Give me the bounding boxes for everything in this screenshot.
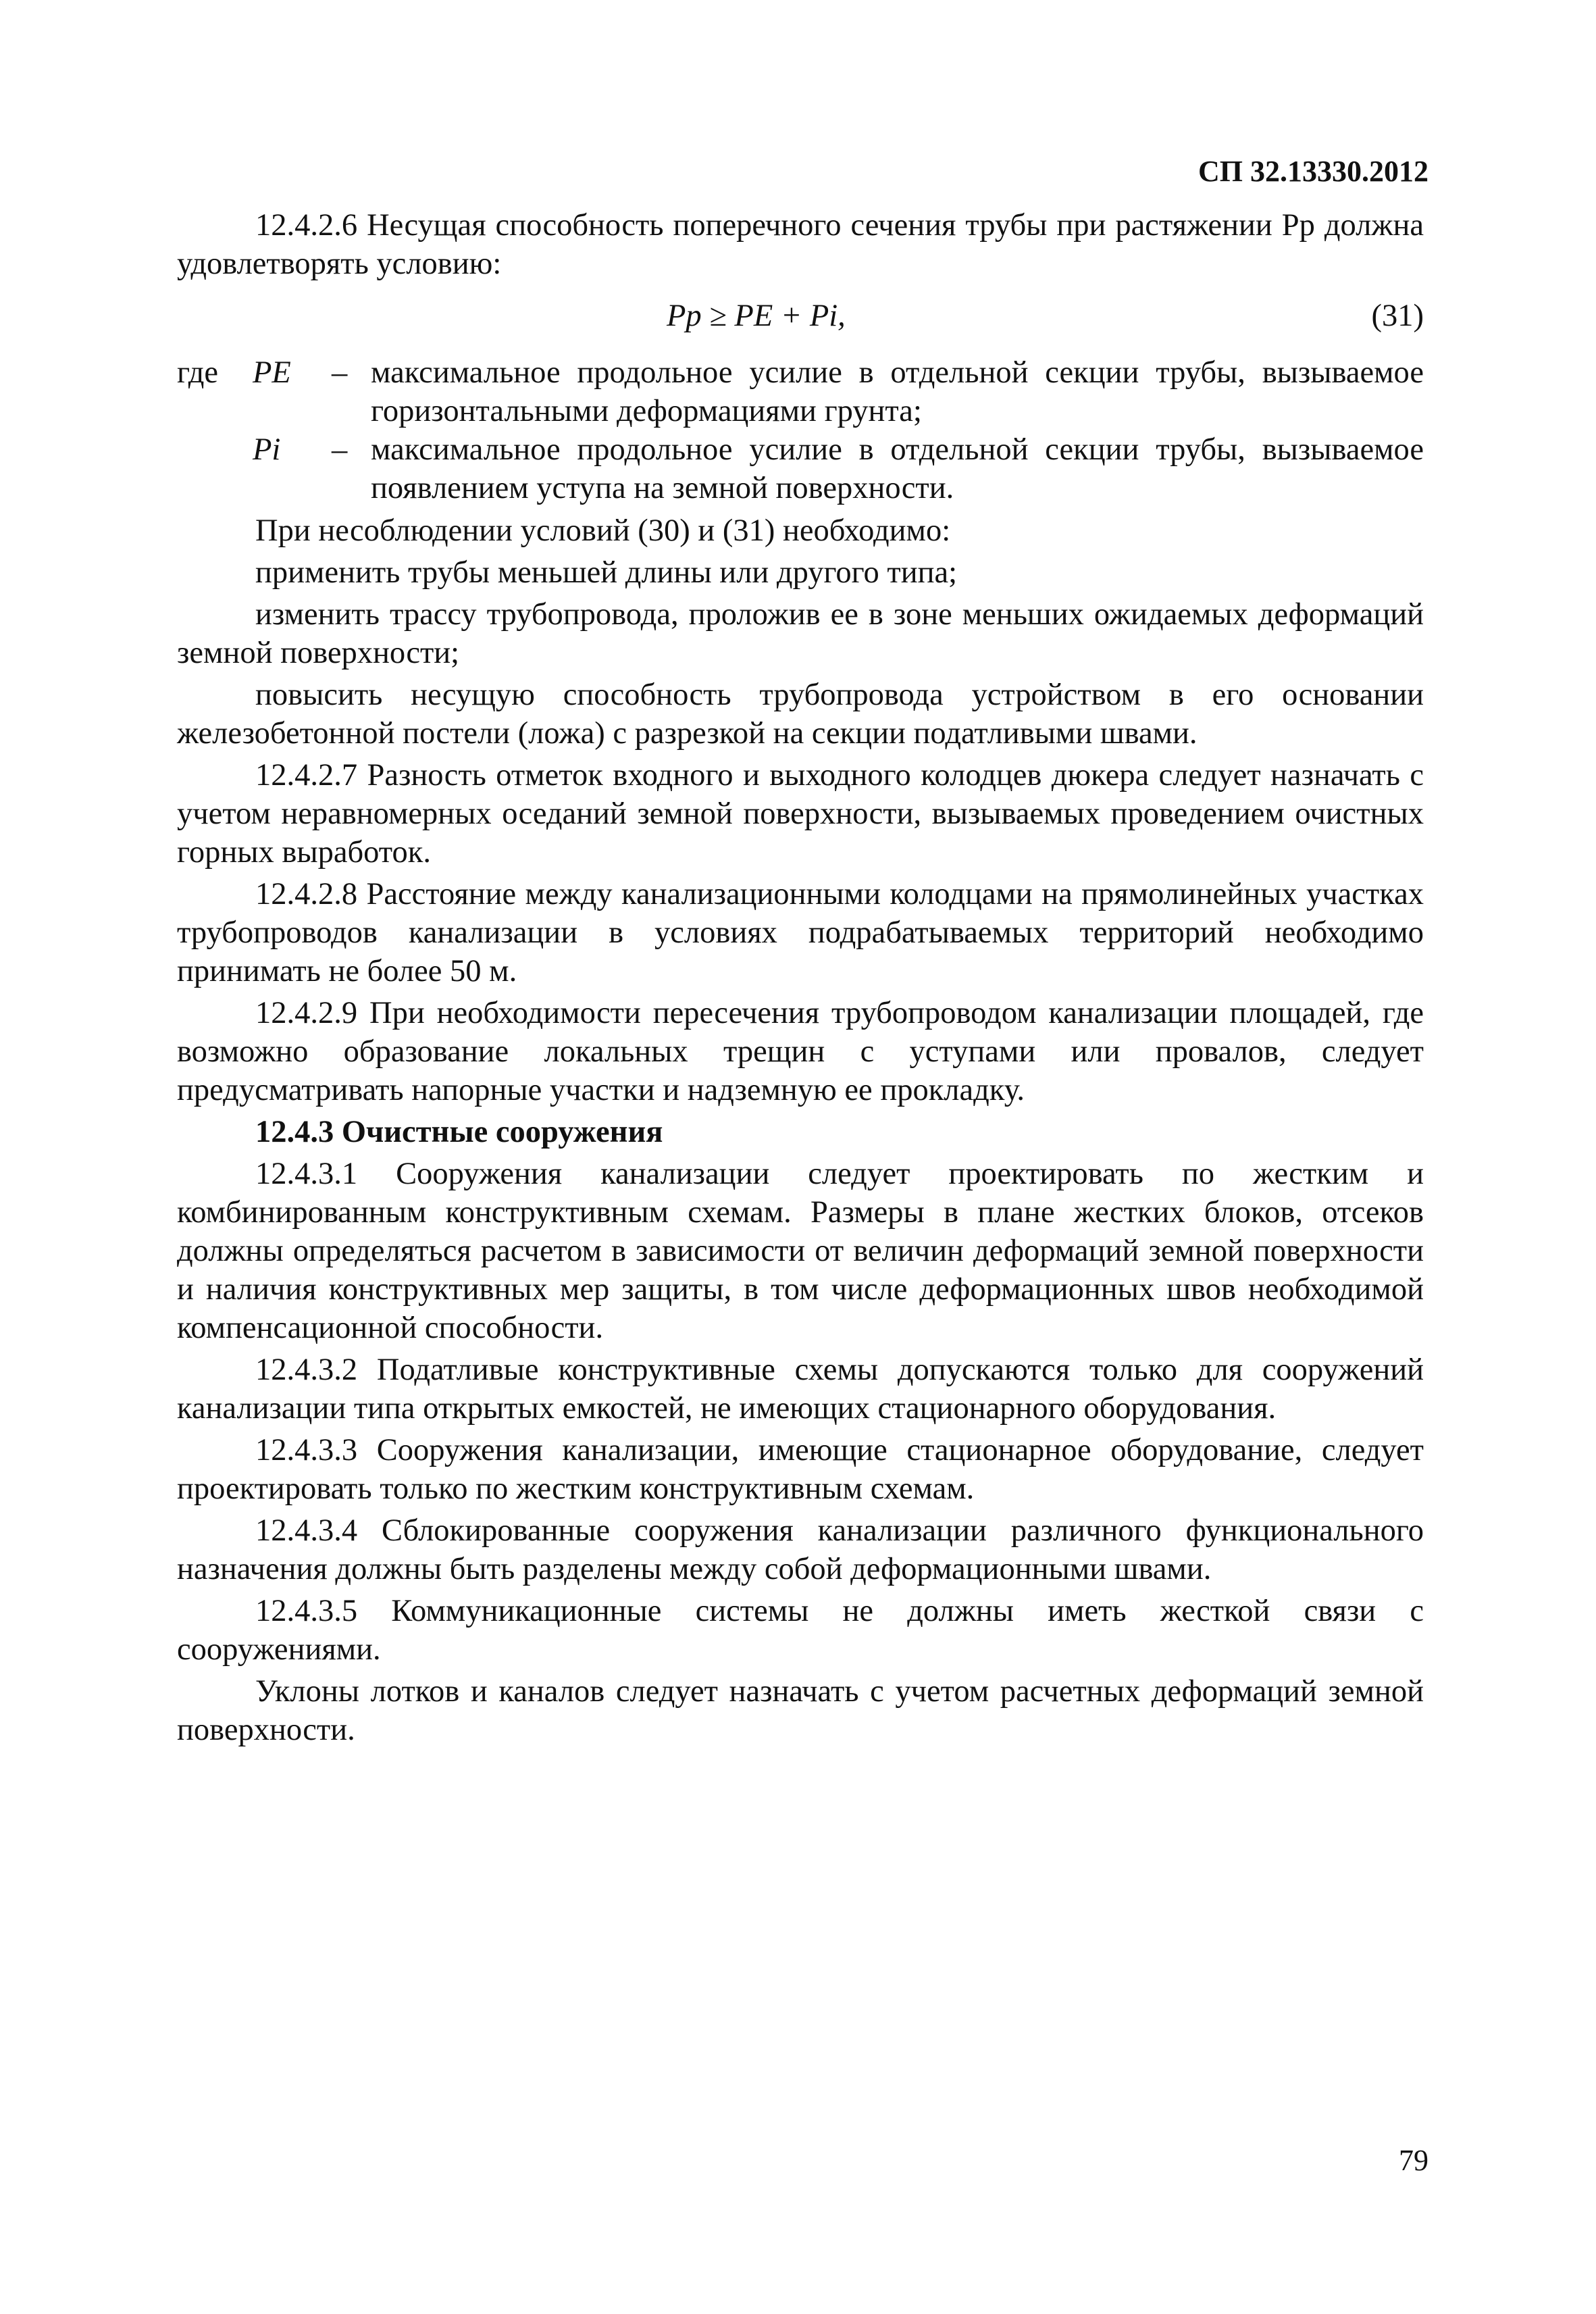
definition-dash: – bbox=[332, 432, 348, 467]
definition-symbol: PE bbox=[253, 355, 291, 390]
definition-dash: – bbox=[332, 355, 348, 390]
formula-31 bbox=[177, 287, 1424, 344]
paragraph-12-4-3-1: 12.4.3.1 Сооружения канализации следует проектировать по жестким и комбинированным конструктивным схемам. Размеры в плане жестких блоков, отсеков должны определяться расчетом в зависимости от величин деформаций земной поверхности и наличия конструктивных мер защиты, в том числе деформационных швов необходимой компенсационной способности. bbox=[177, 1157, 1424, 1345]
definitions-lead: где bbox=[177, 355, 219, 390]
paragraph-12-4-2-9: 12.4.2.9 При необходимости пересечения трубопроводом канализации площадей, где возможно образование локальных трещин с уступами или провалов, следует предусматривать напорные участки и надземную ее прокладку. bbox=[177, 996, 1424, 1107]
definition-text: максимальное продольное усилие в отдельной секции трубы, вызываемое появлением уступа на земной поверхности. bbox=[371, 432, 1424, 505]
paragraph-12-4-2-6: 12.4.2.6 Несущая способность поперечного сечения трубы при растяжении Pp должна удовлетворять условию: bbox=[177, 208, 1424, 281]
definition-symbol: Pi bbox=[253, 432, 281, 467]
standard-code-header: СП 32.13330.2012 bbox=[1198, 155, 1428, 188]
paragraph-12-4-3-4: 12.4.3.4 Сблокированные сооружения канализации различного функционального назначения должны быть разделены между собой деформационными швами. bbox=[177, 1513, 1424, 1586]
paragraph: Уклоны лотков и каналов следует назначать с учетом расчетных деформаций земной поверхности. bbox=[177, 1674, 1424, 1747]
definition-text: максимальное продольное усилие в отдельной секции трубы, вызываемое горизонтальными деформациями грунта; bbox=[371, 355, 1424, 428]
paragraph-12-4-3-3: 12.4.3.3 Сооружения канализации, имеющие стационарное оборудование, следует проектировать только по жестким конструктивным схемам. bbox=[177, 1433, 1424, 1506]
definitions-list bbox=[177, 353, 1424, 507]
document-body bbox=[177, 206, 1424, 1753]
paragraph: применить трубы меньшей длины или другого типа; bbox=[255, 555, 958, 590]
section-heading: 12.4.3 Очистные сооружения bbox=[255, 1115, 663, 1149]
formula-expression: Pp ≥ PE + Pi, bbox=[667, 299, 846, 333]
paragraph: повысить несущую способность трубопровода устройством в его основании железобетонной постели (ложа) с разрезкой на секции податливыми швами. bbox=[177, 678, 1424, 751]
paragraph-12-4-3-2: 12.4.3.2 Податливые конструктивные схемы допускаются только для сооружений канализации типа открытых емкостей, не имеющих стационарного оборудования. bbox=[177, 1353, 1424, 1426]
definition-row bbox=[177, 353, 1424, 430]
paragraph: При несоблюдении условий (30) и (31) необходимо: bbox=[255, 513, 951, 548]
definition-row bbox=[177, 430, 1424, 507]
page-number: 79 bbox=[1399, 2144, 1428, 2177]
paragraph-12-4-2-8: 12.4.2.8 Расстояние между канализационными колодцами на прямолинейных участках трубопроводов канализации в условиях подрабатываемых территорий необходимо принимать не более 50 м. bbox=[177, 877, 1424, 988]
formula-number: (31) bbox=[1371, 299, 1424, 333]
paragraph-12-4-3-5: 12.4.3.5 Коммуникационные системы не должны иметь жесткой связи с сооружениями. bbox=[177, 1594, 1424, 1667]
paragraph: изменить трассу трубопровода, проложив ее в зоне меньших ожидаемых деформаций земной поверхности; bbox=[177, 597, 1424, 670]
paragraph-12-4-2-7: 12.4.2.7 Разность отметок входного и выходного колодцев дюкера следует назначать с учетом неравномерных оседаний земной поверхности, вызываемых проведением очистных горных выработок. bbox=[177, 758, 1424, 870]
